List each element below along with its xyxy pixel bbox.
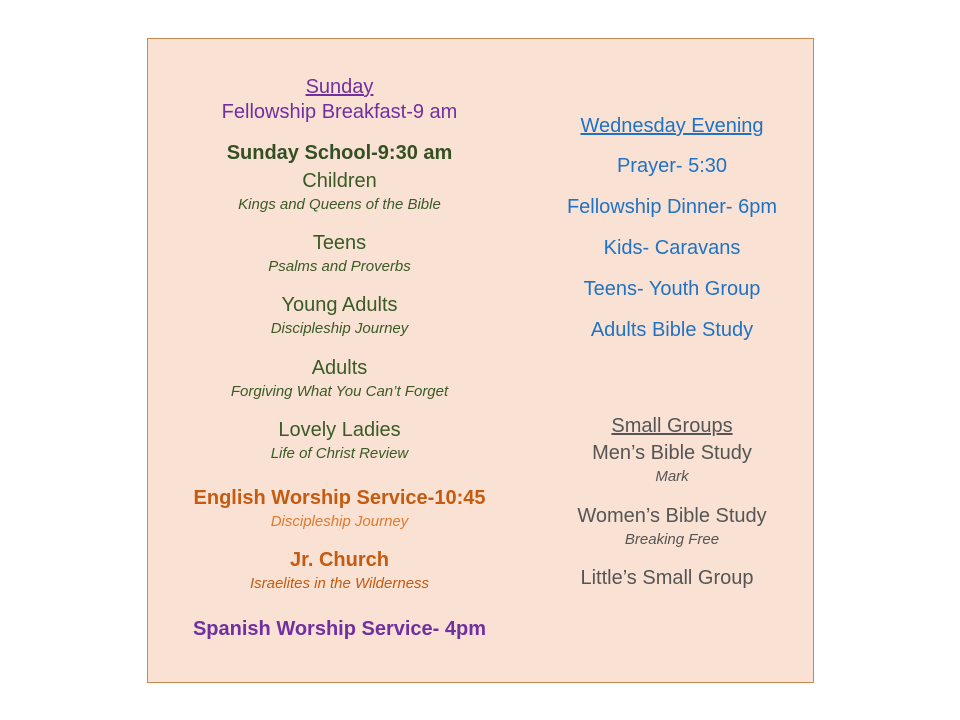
schedule-panel	[147, 38, 814, 683]
english-service-topic: Discipleship Journey	[270, 513, 409, 530]
group-name: Little’s Small Group	[580, 567, 754, 589]
wednesday-item: Prayer- 5:30	[616, 155, 728, 177]
sunday-school-heading: Sunday School-9:30 am	[226, 142, 453, 164]
wednesday-item: Fellowship Dinner- 6pm	[566, 196, 778, 218]
group-name: Men’s Bible Study	[592, 442, 752, 464]
sunday-heading: Sunday	[305, 76, 374, 98]
english-service: English Worship Service-10:45	[193, 487, 486, 509]
wednesday-item: Teens- Youth Group	[583, 278, 761, 300]
class-topic: Forgiving What You Can’t Forget	[230, 383, 449, 400]
class-name: Young Adults	[281, 294, 398, 316]
wednesday-heading: Wednesday Evening	[580, 115, 764, 137]
class-name: Children	[302, 170, 377, 192]
class-name: Teens	[312, 232, 367, 254]
spanish-service: Spanish Worship Service- 4pm	[192, 618, 487, 640]
class-name: Adults	[311, 357, 368, 379]
class-name: Lovely Ladies	[278, 419, 401, 441]
group-name: Women’s Bible Study	[577, 505, 767, 527]
jr-church: Jr. Church	[290, 549, 389, 571]
group-topic: Mark	[655, 468, 689, 485]
group-topic: Breaking Free	[624, 531, 720, 548]
wednesday-item: Kids- Caravans	[603, 237, 741, 259]
wednesday-item: Adults Bible Study	[590, 319, 754, 341]
jr-church-topic: Israelites in the Wilderness	[249, 575, 430, 592]
class-topic: Psalms and Proverbs	[268, 258, 411, 275]
class-topic: Life of Christ Review	[270, 445, 409, 462]
class-topic: Kings and Queens of the Bible	[238, 196, 441, 213]
class-topic: Discipleship Journey	[270, 320, 409, 337]
small-groups-heading: Small Groups	[611, 415, 733, 437]
fellowship-breakfast: Fellowship Breakfast-9 am	[221, 101, 458, 123]
